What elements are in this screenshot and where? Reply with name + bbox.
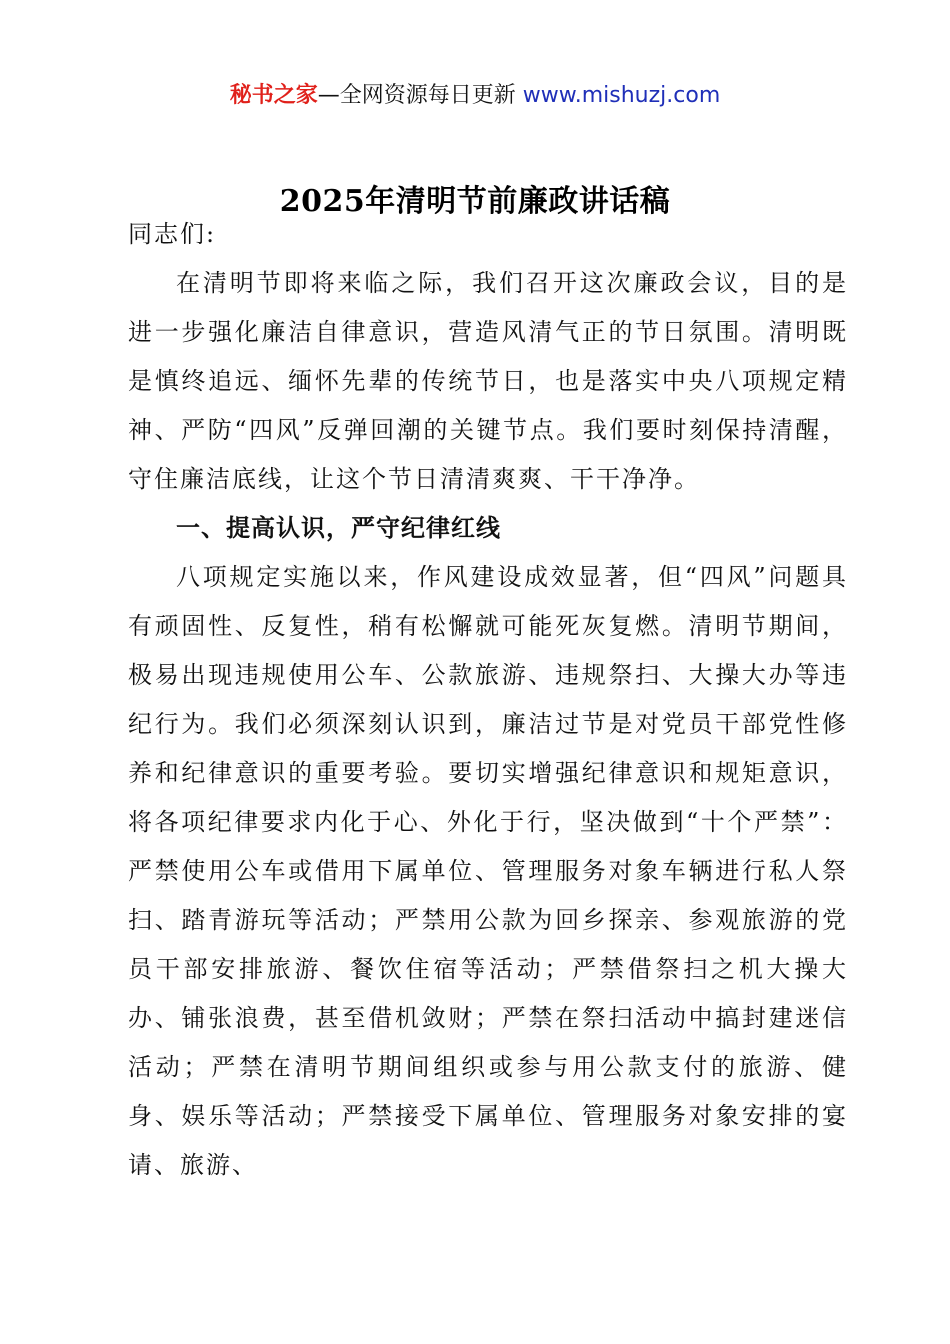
brand-name: 秘书之家	[229, 83, 318, 108]
intro-paragraph: 在清明节即将来临之际，我们召开这次廉政会议，目的是进一步强化廉洁自律意识，营造风清气正的节日氛围。清明既是慎终追远、缅怀先辈的传统节日，也是落实中央八项规定精神、严防“四风”反弹回潮的关键节点。我们要时刻保持清醒，守住廉洁底线，让这个节日清清爽爽、干干净净。	[128, 269, 848, 493]
site-url-link[interactable]: www.mishuzj.com	[522, 83, 721, 108]
section-1-paragraph: 八项规定实施以来，作风建设成效显著，但“四风”问题具有顽固性、反复性，稍有松懈就可能死灰复燃。清明节期间，极易出现违规使用公车、公款旅游、违规祭扫、大操大办等违纪行为。我们必须深刻认识到，廉洁过节是对党员干部党性修养和纪律意识的重要考验。要切实增强纪律意识和规矩意识，将各项纪律要求内化于心、外化于行，坚决做到“十个严禁”：严禁使用公车或借用下属单位、管理服务对象车辆进行私人祭扫、踏青游玩等活动；严禁用公款为回乡探亲、参观旅游的党员干部安排旅游、餐饮住宿等活动；严禁借祭扫之机大操大办、铺张浪费，甚至借机敛财；严禁在祭扫活动中搞封建迷信活动；严禁在清明节期间组织或参与用公款支付的旅游、健身、娱乐等活动；严禁接受下属单位、管理服务对象安排的宴请、旅游、	[128, 563, 848, 1179]
section-heading-1: 一、提高认识，严守纪律红线	[176, 514, 501, 542]
document-title: 2025年清明节前廉政讲话稿	[279, 184, 671, 219]
site-header	[0, 80, 950, 112]
greeting: 同志们:	[128, 220, 217, 248]
header-tagline: 全网资源每日更新	[339, 83, 516, 108]
header-dash: —	[317, 83, 340, 108]
document-body	[128, 210, 848, 1190]
